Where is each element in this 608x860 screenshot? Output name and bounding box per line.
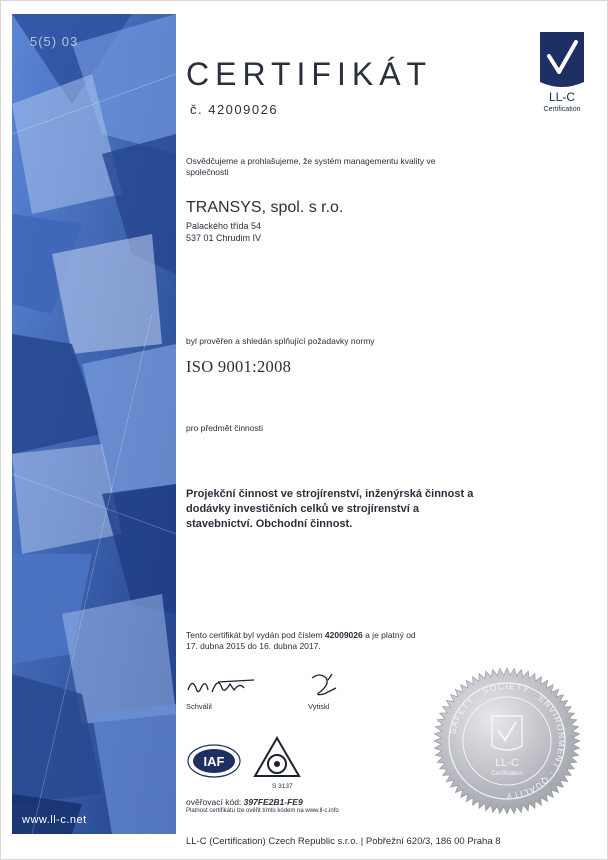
- issuer-signature: [306, 670, 346, 700]
- address-line-2: 537 01 Chrudim IV: [186, 233, 262, 243]
- intro-line-2: společnosti: [186, 167, 229, 177]
- validity-prefix: Tento certifikát byl vydán pod číslem: [186, 630, 325, 640]
- address-line-1: Palackého třída 54: [186, 221, 262, 231]
- crystal-pattern: [12, 14, 176, 834]
- document-code: 5(5) 03: [30, 34, 79, 49]
- seal-name: LL-C: [495, 757, 519, 769]
- validity-dates: 17. dubna 2015 do 16. dubna 2017.: [186, 641, 321, 651]
- approver-signature: [184, 672, 264, 700]
- logo-subtitle: Certification: [543, 106, 581, 113]
- seal-subtitle: Certification: [491, 771, 523, 777]
- scope-line-3: stavebnictví. Obchodní činnost.: [186, 518, 353, 530]
- certificate-number: č. 42009026: [190, 102, 279, 117]
- verification-code-value: 397FE2B1-FE9: [243, 797, 303, 807]
- decorative-side-panel: [12, 14, 176, 834]
- approved-label: Schválil: [186, 702, 212, 711]
- validity-text: [186, 630, 516, 652]
- iaf-mark-icon: [187, 744, 241, 778]
- verification-label: ověřovací kód:: [186, 797, 244, 807]
- iaf-text: IAF: [203, 754, 225, 769]
- scope-intro: pro předmět činnosti: [186, 423, 264, 433]
- intro-text: [186, 156, 435, 178]
- company-name: TRANSYS, spol. s r.o.: [186, 199, 344, 216]
- csq-mark-icon: [253, 736, 301, 782]
- website-url: www.ll-c.net: [22, 814, 87, 826]
- seal-ring-text: SAFETY · SOCIETY · ENVIRONMENT · QUALITY: [447, 680, 568, 802]
- company-address: [186, 220, 261, 244]
- logo-name: LL-C: [548, 90, 575, 104]
- validity-number: 42009026: [324, 630, 363, 640]
- validity-suffix: a je platný od: [362, 630, 416, 640]
- csq-number: S 3137: [272, 783, 293, 790]
- certificate-title: CERTIFIKÁT: [186, 56, 433, 92]
- scope-line-2: dodávky investičních celků ve strojírenství a: [186, 503, 419, 515]
- footer-address: LL-C (Certification) Czech Republic s.r.o. | Pobřežní 620/3, 186 00 Praha 8: [186, 836, 501, 847]
- issued-label: Vytiskl: [308, 702, 330, 711]
- scope-text: [186, 487, 556, 532]
- verification-code: [186, 797, 303, 807]
- standard-name: ISO 9001:2008: [186, 357, 292, 376]
- intro-line-1: Osvědčujeme a prohlašujeme, že systém managementu kvality ve: [186, 156, 436, 166]
- review-text: byl prověřen a shledán splňující požadavky normy: [186, 336, 375, 346]
- verification-note: Platnost certifikátu lze ověřit tímto kódem na www.ll-c.info: [186, 808, 339, 814]
- certification-seal-icon: [432, 666, 582, 816]
- scope-line-1: Projekční činnost ve strojírenství, inženýrská činnost a: [186, 488, 474, 500]
